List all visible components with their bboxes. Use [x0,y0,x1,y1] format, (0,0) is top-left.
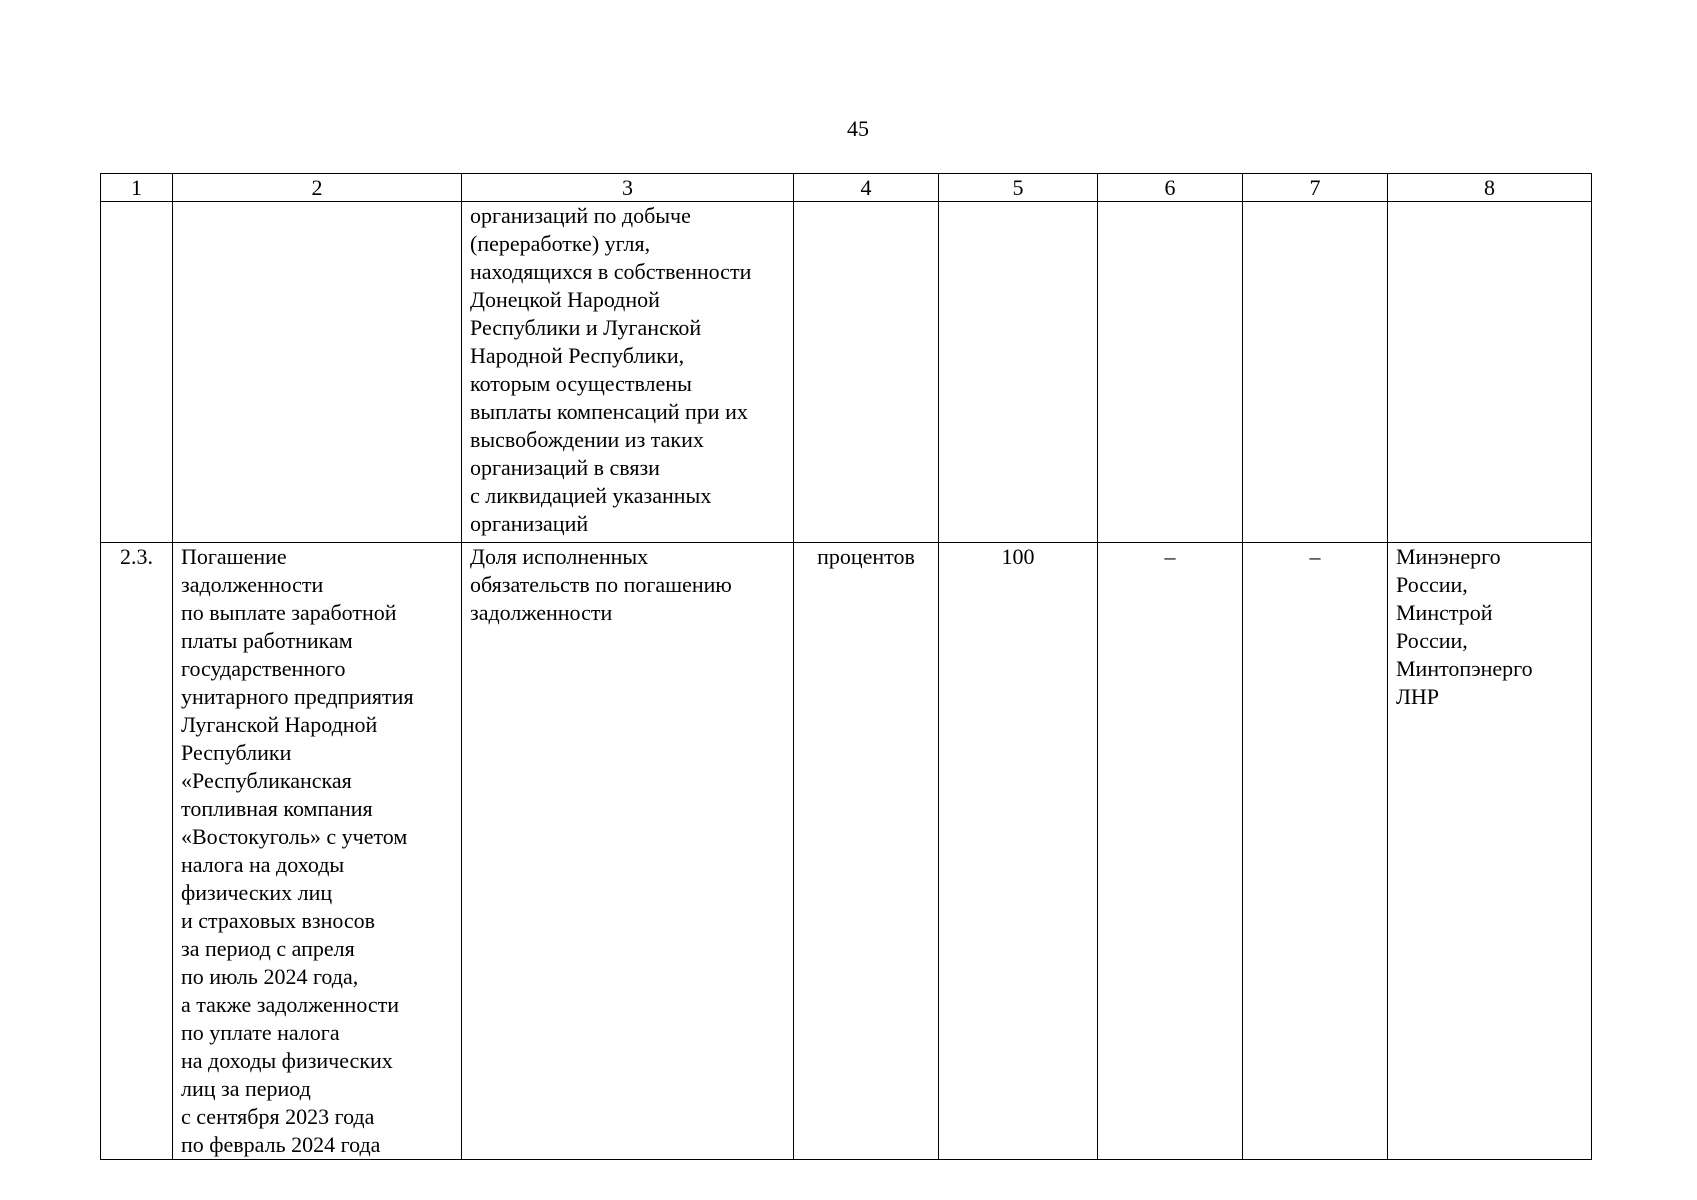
column-header-5: 5 [939,174,1098,202]
value-cell: – [1243,543,1388,1160]
unit-cell: процентов [794,543,939,1160]
cell-text-line: по выплате заработной [181,600,397,625]
cell-text-line: с ликвидацией указанных [470,483,712,508]
cell-text-line: физических лиц [181,880,333,905]
value-cell [1098,202,1243,543]
cell-text-line: (переработке) угля, [470,231,651,256]
unit-cell [794,202,939,543]
cell-text-line: России, [1396,572,1468,597]
value-cell [939,202,1098,543]
cell-text-line: которым осуществлены [470,371,692,396]
activity-cell [173,202,462,543]
cell-text-line: задолженности [181,572,324,597]
cell-text-line: Республики и Луганской [470,315,702,340]
cell-text-line: задолженности [470,600,613,625]
table-row [101,543,1592,1160]
column-header-3: 3 [462,174,794,202]
cell-text-line: Доля исполненных [470,544,649,569]
cell-text-line: Народной Республики, [470,343,685,368]
cell-text-line: а также задолженности [181,992,400,1017]
value-cell [1243,202,1388,543]
row-number-cell [101,202,173,543]
cell-text-line: налога на доходы [181,852,345,877]
column-header-7: 7 [1243,174,1388,202]
cell-text-line: высвобождении из таких [470,427,704,452]
cell-text-line: организаций по добыче [470,203,691,228]
responsible-cell [1388,543,1592,1160]
cell-text-line: Донецкой Народной [470,287,660,312]
cell-text-line: и страховых взносов [181,908,376,933]
cell-text-line: Погашение [181,544,287,569]
cell-text-line: платы работникам [181,628,353,653]
cell-text-line: топливная компания [181,796,373,821]
responsible-cell [1388,202,1592,543]
cell-text-line: ЛНР [1396,684,1440,709]
cell-text-line: выплаты компенсаций при их [470,399,748,424]
cell-text-line: за период с апреля [181,936,355,961]
cell-text-line: Минстрой [1396,600,1493,625]
cell-text-line: «Востокуголь» с учетом [181,824,408,849]
cell-text-line: с сентября 2023 года [181,1104,375,1129]
value-cell: – [1098,543,1243,1160]
column-header-4: 4 [794,174,939,202]
column-header-1: 1 [101,174,173,202]
cell-text-line: по февраль 2024 года [181,1132,381,1157]
indicators-table [100,173,1592,1160]
column-header-8: 8 [1388,174,1592,202]
cell-text-line: России, [1396,628,1468,653]
row-number-cell: 2.3. [101,543,173,1160]
indicator-cell [462,543,794,1160]
cell-text-line: «Республиканская [181,768,352,793]
page-number: 45 [847,116,869,141]
cell-text-line: по уплате налога [181,1020,340,1045]
cell-text-line: Луганской Народной [181,712,378,737]
cell-text-line: обязательств по погашению [470,572,732,597]
cell-text-line: организаций в связи [470,455,660,480]
cell-text-line: Республики [181,740,292,765]
cell-text-line: организаций [470,511,589,536]
column-header-6: 6 [1098,174,1243,202]
indicator-cell [462,202,794,543]
cell-text-line: по июль 2024 года, [181,964,359,989]
activity-cell [173,543,462,1160]
column-header-2: 2 [173,174,462,202]
cell-text-line: унитарного предприятия [181,684,414,709]
cell-text-line: Минэнерго [1396,544,1501,569]
cell-text-line: лиц за период [181,1076,311,1101]
table-row [101,202,1592,543]
table-header-row [101,174,1592,202]
cell-text-line: на доходы физических [181,1048,393,1073]
cell-text-line: находящихся в собственности [470,259,752,284]
value-cell: 100 [939,543,1098,1160]
cell-text-line: Минтопэнерго [1396,656,1533,681]
cell-text-line: государственного [181,656,346,681]
